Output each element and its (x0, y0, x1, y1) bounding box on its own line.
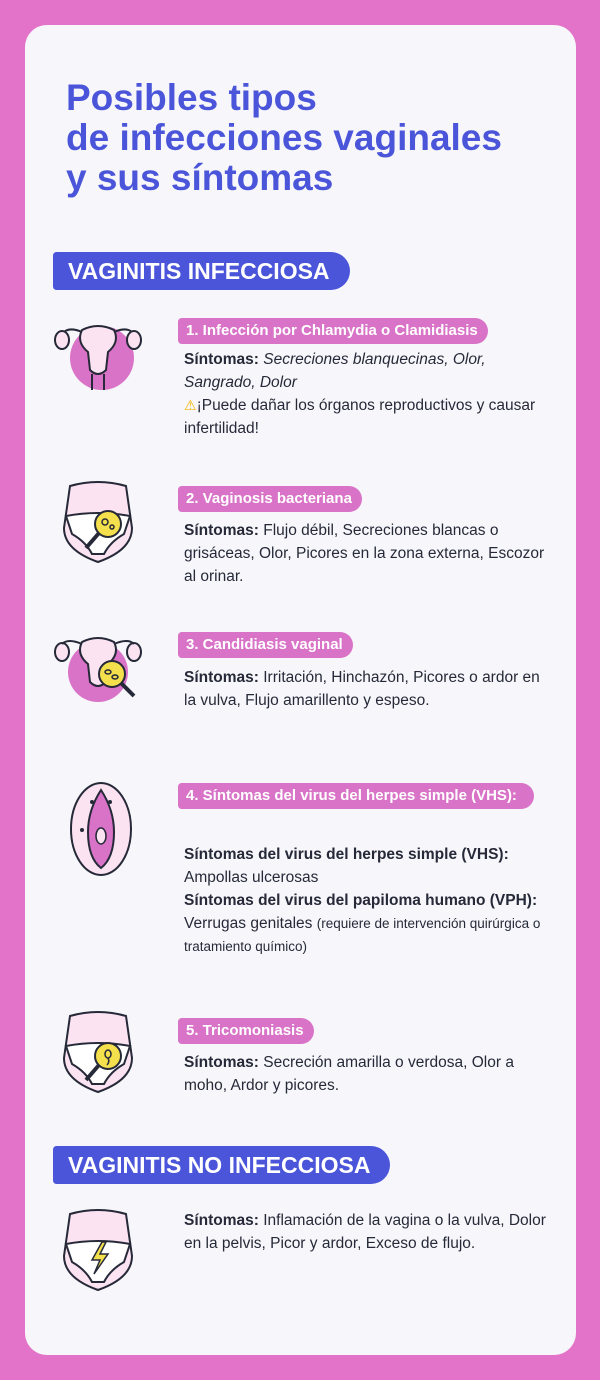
item-3-description (184, 666, 554, 712)
item-3-symptoms: Irritación, Hinchazón, Picores o ardor en la vulva, Flujo amarillento y espeso. (184, 669, 540, 709)
item-4-vph-label: Síntomas del virus del papiloma humano (VPH): (184, 892, 538, 909)
item-1-description (184, 348, 554, 440)
item-4-vph-note: (requiere de intervención quirúrgica o tratamiento químico) (184, 916, 541, 954)
title-line-1: Posibles tipos (66, 77, 317, 118)
uterus-icon (50, 308, 146, 394)
vulva-icon (68, 780, 134, 878)
page-title (66, 78, 566, 198)
warning-icon: ⚠ (184, 397, 197, 413)
item-4-vph-symptoms: Verrugas genitales (184, 915, 313, 932)
item-6-symptoms-label: Síntomas: (184, 1212, 259, 1229)
item-1-warning: ¡Puede dañar los órganos reproductivos y causar infertilidad! (184, 397, 536, 437)
item-1-symptoms-label: Síntomas: (184, 351, 259, 368)
uterus-magnifier-icon (50, 622, 146, 708)
item-5-symptoms-label: Síntomas: (184, 1054, 259, 1071)
title-line-2: de infecciones vaginales (66, 117, 502, 158)
item-2-title: 2. Vaginosis bacteriana (178, 486, 362, 512)
section-non-infectious-label: VAGINITIS NO INFECCIOSA (53, 1146, 390, 1184)
item-2-symptoms-label: Síntomas: (184, 522, 259, 539)
item-4-vhs-label: Síntomas del virus del herpes simple (VHS): (184, 846, 509, 863)
section-infectious-label: VAGINITIS INFECCIOSA (53, 252, 350, 290)
item-4-description (184, 843, 554, 958)
underwear-lightning-icon (52, 1208, 144, 1294)
item-6-description (184, 1209, 554, 1255)
item-4-title: 4. Síntomas del virus del herpes simple (VHS): (178, 783, 534, 809)
title-line-3: y sus síntomas (66, 157, 334, 198)
item-5-title: 5. Tricomoniasis (178, 1018, 314, 1044)
item-5-description (184, 1051, 554, 1097)
item-6-symptoms: Inflamación de la vagina o la vulva, Dolor en la pelvis, Picor y ardor, Exceso de flujo. (184, 1212, 546, 1252)
item-1-title: 1. Infección por Chlamydia o Clamidiasis (178, 318, 488, 344)
underwear-magnifier-icon (52, 480, 144, 566)
underwear-sperm-magnifier-icon (52, 1010, 144, 1096)
item-4-vhs-symptoms: Ampollas ulcerosas (184, 869, 319, 886)
item-2-symptoms: Flujo débil, Secreciones blancas o grisáceas, Olor, Picores en la zona externa, Escozor al orinar. (184, 522, 545, 585)
item-3-symptoms-label: Síntomas: (184, 669, 259, 686)
item-3-title: 3. Candidiasis vaginal (178, 632, 353, 658)
item-1-symptoms: Secreciones blanquecinas, Olor, Sangrado, Dolor (184, 351, 486, 391)
item-2-description (184, 519, 554, 588)
item-5-symptoms: Secreción amarilla o verdosa, Olor a moho, Ardor y picores. (184, 1054, 514, 1094)
